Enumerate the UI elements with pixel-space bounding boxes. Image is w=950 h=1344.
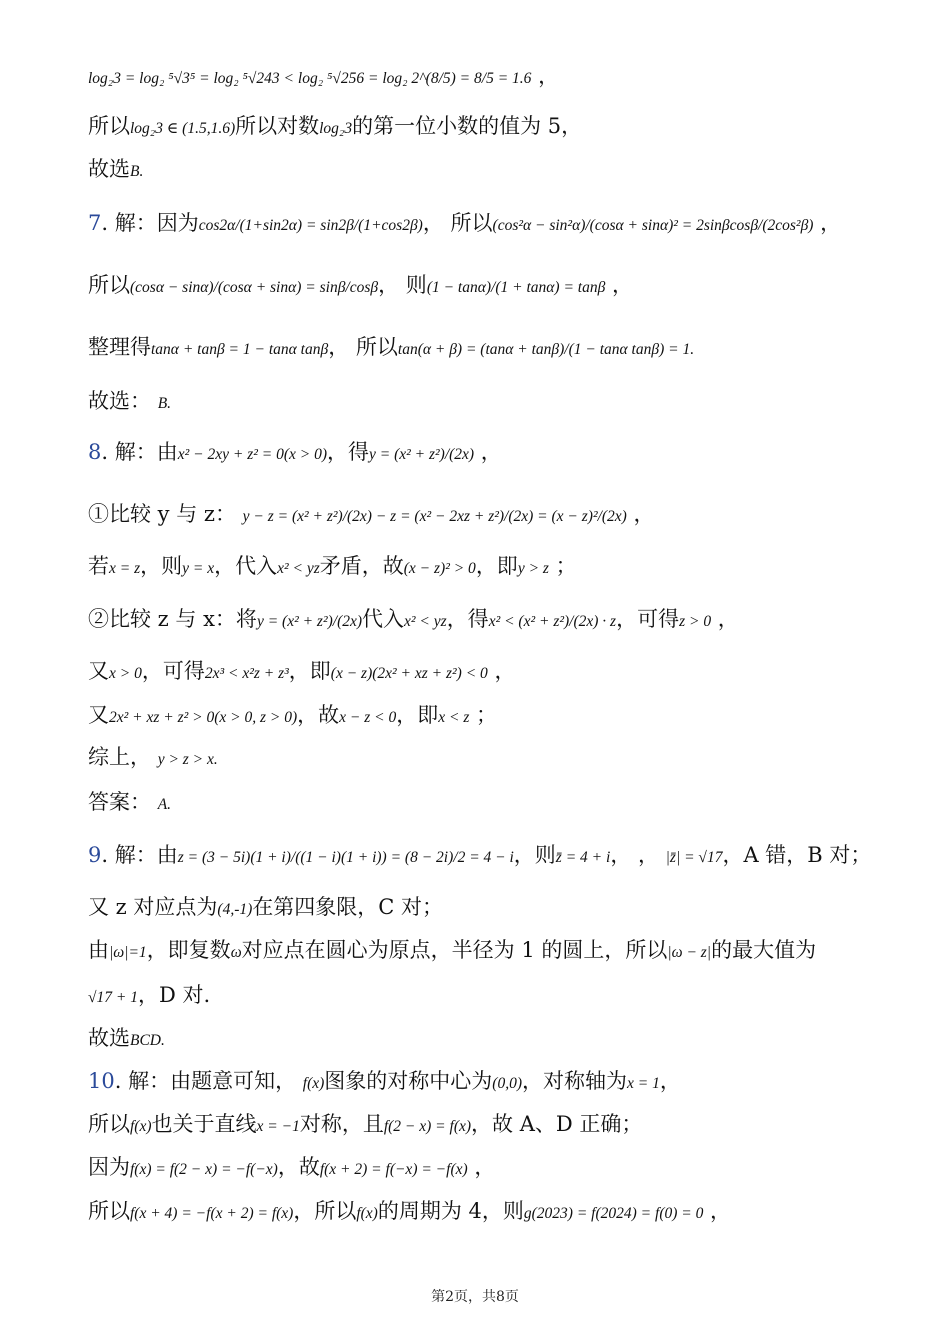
text-segment: 所以 (88, 1199, 130, 1223)
text-segment: ； (548, 554, 577, 578)
math-expression: |z̄| = √17 (665, 849, 723, 866)
math-expression: (0,0) (492, 1075, 522, 1092)
math-expression: z̄ = 4 + i (555, 849, 611, 866)
text-segment: 又 z 对应点为 (88, 895, 218, 919)
text-line-2 (88, 114, 582, 139)
text-segment: 又 (88, 703, 109, 727)
text-segment: ，D 对. (137, 983, 211, 1007)
text-segment: ， (813, 211, 842, 235)
text-segment: 所以 (88, 273, 130, 297)
text-line-3 (88, 157, 143, 182)
math-expression: B. (157, 395, 172, 412)
math-expression: |ω − z| (667, 944, 712, 961)
text-segment: ， (626, 502, 655, 526)
math-expression: y > z (517, 560, 549, 577)
math-expression: x = −1 (256, 1118, 300, 1135)
text-segment: ，故 A、D 正确； (471, 1112, 643, 1136)
problem-number: 9 (88, 843, 102, 867)
math-expression: tanα + tanβ = 1 − tanα tanβ (151, 341, 329, 358)
text-segment: ， (467, 1155, 496, 1179)
text-segment: ，即复数 (146, 938, 231, 962)
text-segment: ，所以 (293, 1199, 357, 1223)
math-expression: log₂3 ∈ (1.5,1.6) (130, 120, 236, 137)
text-segment: ，得 (446, 607, 489, 631)
text-segment: ， (474, 440, 502, 464)
math-expression: log₂3 (319, 120, 353, 137)
text-line-8 (88, 440, 502, 465)
text-segment: ， (531, 64, 560, 88)
text-segment: 的周期为 4，则 (377, 1199, 524, 1223)
text-segment: ，即 (288, 659, 331, 683)
text-segment: 故选： (88, 389, 158, 413)
math-expression: y > z > x. (157, 751, 218, 768)
text-line-19 (88, 983, 210, 1008)
text-line-1 (88, 64, 559, 89)
text-segment: ，代入 (214, 554, 278, 578)
text-line-18 (88, 938, 816, 963)
text-line-20 (88, 1026, 165, 1051)
math-expression: x² − 2xy + z² = 0(x > 0) (177, 446, 327, 463)
math-expression: 2x³ < x²z + z³ (204, 665, 289, 682)
text-line-9 (88, 502, 655, 527)
math-expression: y = (x² + z²)/(2x) (369, 446, 475, 463)
text-line-22 (88, 1112, 642, 1137)
math-expression: f(2 − x) = f(x) (383, 1118, 472, 1135)
math-expression: tan(α + β) = (tanα + tanβ)/(1 − tanα tanβ) = 1. (397, 341, 695, 358)
text-line-10 (88, 554, 577, 579)
text-segment: 综上， (88, 745, 158, 769)
math-expression: g(2023) = f(2024) = f(0) = 0 (523, 1205, 704, 1222)
text-segment: 也关于直线 (151, 1112, 257, 1136)
text-segment: 代入 (362, 607, 405, 631)
math-expression: y = x (182, 560, 215, 577)
text-segment: 所以 (88, 114, 130, 138)
text-segment: 对应点在圆心为原点，半径为 1 的圆上，所以 (241, 938, 668, 962)
text-segment: 对称，且 (299, 1112, 384, 1136)
text-segment: ， 所以 (422, 211, 493, 235)
math-expression: |ω|=1 (109, 944, 147, 961)
text-line-5 (88, 273, 633, 298)
text-line-4 (88, 211, 841, 236)
text-segment: 的最大值为 (711, 938, 817, 962)
text-line-12 (88, 659, 515, 684)
math-expression: (x − z)² > 0 (403, 560, 476, 577)
text-segment: 故选 (88, 1026, 130, 1050)
math-expression: (cosα − sinα)/(cosα + sinα) = sinβ/cosβ (130, 279, 379, 296)
math-expression: y = (x² + z²)/(2x) (256, 613, 363, 630)
problem-number: 8 (88, 440, 102, 464)
math-expression: f(x + 2) = f(−x) = −f(x) (319, 1161, 468, 1178)
math-expression: x² < yz (277, 560, 320, 577)
text-line-11 (88, 607, 739, 632)
math-expression: f(x + 4) = −f(x + 2) = f(x) (130, 1205, 294, 1222)
text-segment: ，A 错，B 对； (722, 843, 872, 867)
text-segment: 矛盾，故 (319, 554, 404, 578)
text-segment: 整理得 (88, 335, 151, 359)
math-expression: z = (3 − 5i)(1 + i)/((1 − i)(1 + i)) = (8 − 2i)/2 = 4 − i (177, 849, 514, 866)
text-segment: . 解：由题意可知， (114, 1069, 303, 1093)
text-segment: ， (711, 607, 739, 631)
text-segment: ，得 (327, 440, 369, 464)
text-segment: ， (487, 659, 516, 683)
text-line-16 (88, 843, 871, 868)
text-segment: 因为 (88, 1155, 130, 1179)
math-expression: log₂3 = log₂ ⁵√3⁵ = log₂ ⁵√243 < log₂ ⁵√256 = log₂ 2^(8/5) = 8/5 = 1.6 (88, 70, 532, 87)
math-expression: x² < yz (404, 613, 447, 630)
text-segment: ， (605, 273, 633, 297)
page-footer: 第2页，共8页 (431, 1289, 519, 1305)
math-expression: x = 1 (626, 1075, 660, 1092)
text-segment: 由 (88, 938, 109, 962)
text-line-14 (88, 745, 218, 770)
text-segment: ，故 (297, 703, 340, 727)
text-segment: ， ， (610, 843, 666, 867)
text-segment: ，可得 (616, 607, 680, 631)
text-line-21 (88, 1069, 681, 1094)
text-line-6 (88, 335, 694, 360)
text-segment: 所以对数 (235, 114, 320, 138)
text-segment: . 解：因为 (101, 211, 199, 235)
math-expression: f(x) (130, 1118, 152, 1135)
math-expression: (4,-1) (217, 901, 253, 918)
text-line-23 (88, 1155, 495, 1180)
math-expression: A. (157, 796, 172, 813)
math-expression: x < z (438, 709, 470, 726)
math-expression: cos2α/(1+sin2α) = sin2β/(1+cos2β) (198, 217, 423, 234)
math-expression: (x − z)(2x² + xz + z²) < 0 (330, 665, 488, 682)
math-expression: f(x) (356, 1205, 378, 1222)
math-expression: f(x) = f(2 − x) = −f(−x) (130, 1161, 278, 1178)
text-segment: 又 (88, 659, 109, 683)
text-segment: ， 则 (378, 273, 427, 297)
math-expression: x² < (x² + z²)/(2x) · z (488, 613, 617, 630)
math-expression: y − z = (x² + z²)/(2x) − z = (x² − 2xz + z²)/(2x) = (x − z)²/(2x) (242, 508, 627, 525)
text-segment: ①比较 y 与 z： (88, 502, 243, 526)
text-segment: 故选 (88, 157, 130, 181)
math-expression: B. (130, 163, 144, 180)
text-line-17 (88, 895, 443, 920)
text-segment: 答案： (88, 790, 158, 814)
text-segment: 的第一位小数的值为 5， (352, 114, 583, 138)
text-segment: ，可得 (141, 659, 205, 683)
math-expression: (1 − tanα)/(1 + tanα) = tanβ (426, 279, 606, 296)
text-segment: ， 所以 (328, 335, 398, 359)
text-segment: ，则 (140, 554, 183, 578)
math-expression: (cos²α − sin²α)/(cosα + sinα)² = 2sinβcosβ/(2cos²β) (492, 217, 814, 234)
text-line-15 (88, 790, 171, 815)
problem-number: 7 (88, 211, 102, 235)
text-segment: 若 (88, 554, 109, 578)
math-expression: 2x² + xz + z² > 0(x > 0, z > 0) (109, 709, 298, 726)
text-segment: 在第四象限，C 对； (252, 895, 444, 919)
text-segment: ， (703, 1199, 732, 1223)
text-line-7 (88, 389, 171, 414)
problem-number: 10 (88, 1069, 115, 1093)
text-segment: ，则 (513, 843, 556, 867)
math-expression: x = z (109, 560, 141, 577)
text-segment: . 解：由 (101, 440, 178, 464)
text-segment: 图象的对称中心为 (324, 1069, 493, 1093)
text-segment: ，对称轴为 (521, 1069, 627, 1093)
math-expression: x > 0 (109, 665, 142, 682)
text-segment: 所以 (88, 1112, 130, 1136)
text-segment: . 解：由 (101, 843, 178, 867)
text-line-13 (88, 703, 497, 728)
math-expression: x − z < 0 (339, 709, 397, 726)
text-segment: ； (469, 703, 498, 727)
text-segment: ，即 (396, 703, 439, 727)
math-expression: z > 0 (679, 613, 712, 630)
text-segment: ，故 (277, 1155, 320, 1179)
math-expression: f(x) (302, 1075, 325, 1092)
math-expression: BCD. (130, 1032, 165, 1049)
text-segment: ②比较 z 与 x：将 (88, 607, 257, 631)
math-expression: ω (230, 944, 242, 961)
text-segment: ，即 (475, 554, 518, 578)
text-segment: ， (659, 1069, 681, 1093)
math-expression: √17 + 1 (88, 989, 138, 1006)
text-line-24 (88, 1199, 731, 1224)
